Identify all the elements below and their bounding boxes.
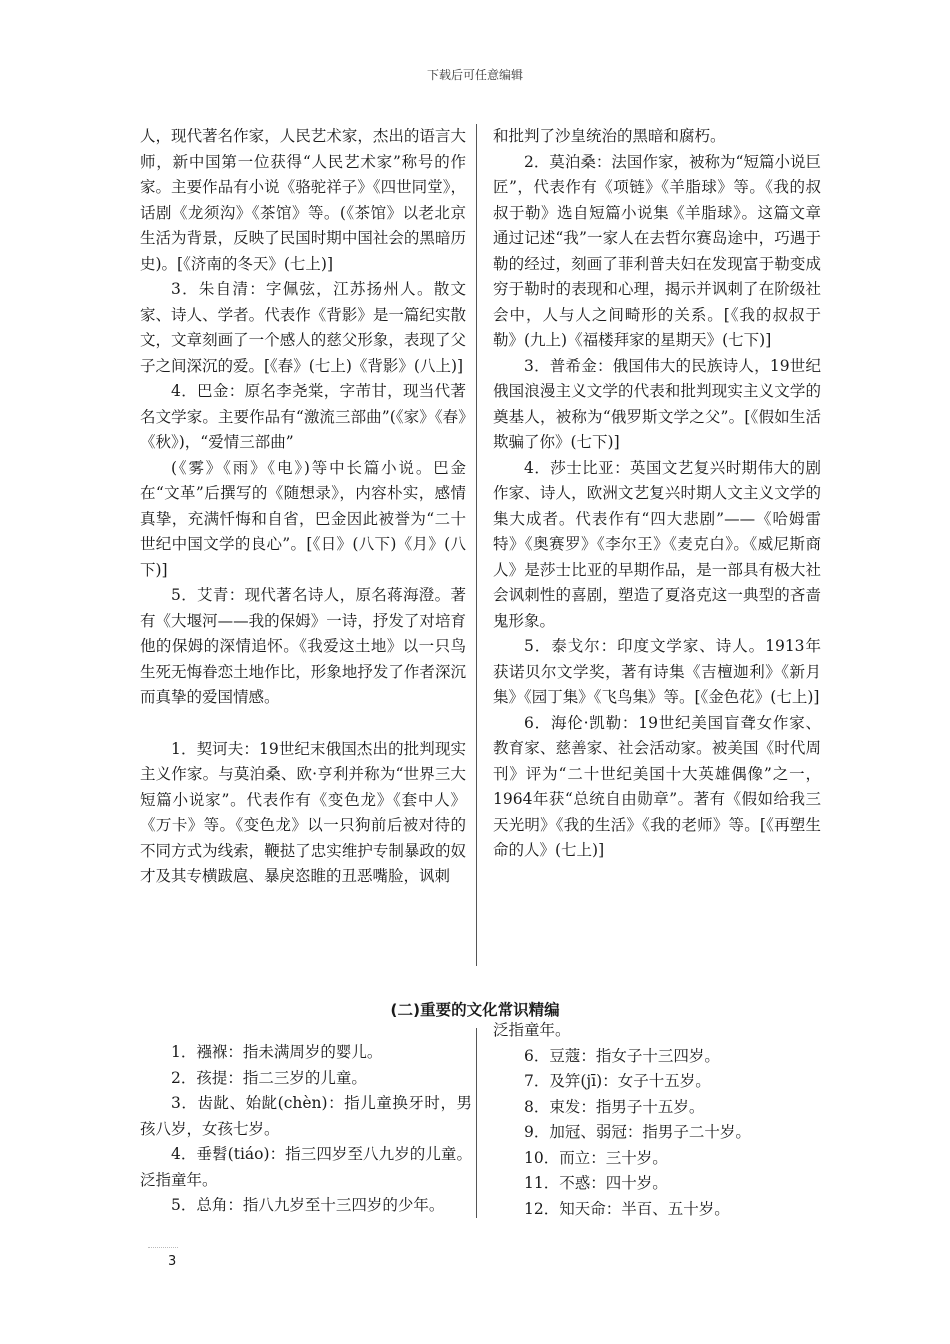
paragraph-helen-keller: 6．海伦·凯勒：19世纪美国盲聋女作家、教育家、慈善家、社会活动家。被美国《时代周刊》评为“二十世纪美国十大英雄偶像”之一， 1964年获“总统自由勋章”。著有《假如给我三天光明》《我的生活》《我的老师》等。[《再塑生命的人》(七上)] xyxy=(493,713,821,859)
list-item: 5．总角：指八九岁至十三四岁的少年。 xyxy=(171,1196,445,1214)
left-column xyxy=(140,124,466,890)
column-divider-lower xyxy=(476,1028,477,1218)
list-item: 7．及笄(jī)：女子十五岁。 xyxy=(524,1072,711,1090)
list-item: 2．孩提：指二三岁的儿童。 xyxy=(171,1068,367,1087)
list-item: 1．襁褓：指未满周岁的婴儿。 xyxy=(171,1043,383,1061)
page-header: 下载后可任意编辑 xyxy=(426,68,523,82)
paragraph-tagore: 5．泰戈尔：印度文学家、诗人。1913年获诺贝尔文学奖，著有诗集《吉檀迦利》《新月集》《园丁集》《飞鸟集》等。[《金色花》(七上)] xyxy=(493,637,821,706)
list-item: 10．而立：三十岁。 xyxy=(524,1148,668,1167)
list-item: 泛指童年。 xyxy=(493,1021,571,1039)
list-item: 9．加冠、弱冠：指男子二十岁。 xyxy=(524,1123,751,1141)
paragraph-zhuziqing: 3．朱自清：字佩弦，江苏扬州人。散文家、诗人、学者。代表作《背影》是一篇纪实散文，文章刻画了一个感人的慈父形象，表现了父子之间深沉的爱。[《春》(七上)《背影》(八上)] xyxy=(140,280,466,375)
paragraph-pushkin: 3．普希金：俄国伟大的民族诗人，19世纪俄国浪漫主义文学的代表和批判现实主义文学的奠基人，被称为“俄罗斯文学之父”。[《假如生活欺骗了你》(七下)] xyxy=(493,356,821,451)
paragraph-bajin: 4．巴金：原名李尧棠，字芾甘，现当代著名文学家。主要作品有“激流三部曲”(《家》《春》《秋》)，“爱情三部曲” xyxy=(140,382,466,451)
paragraph-shakespeare: 4．莎士比亚：英国文艺复兴时期伟大的剧作家、诗人，欧洲文艺复兴时期人文主义文学的集大成者。代表作有“四大悲剧”——《哈姆雷特》《奥赛罗》《李尔王》《麦克白》。《威尼斯商人》是莎士比亚的早期作品，是一部具有极大社会讽刺性的喜剧，塑造了夏洛克这一典型的吝啬鬼形象。 xyxy=(493,458,821,630)
list-item: 4．垂髫(tiáo)：指三四岁至八九岁的儿童。泛指童年。 xyxy=(140,1145,472,1189)
culture-left-column xyxy=(140,1040,472,1219)
paragraph-chekhov-cont: 和批判了沙皇统治的黑暗和腐朽。 xyxy=(493,127,726,145)
list-item: 6．豆蔻：指女子十三四岁。 xyxy=(524,1046,720,1065)
page-number: 3 xyxy=(168,1254,177,1269)
column-divider xyxy=(476,124,477,966)
paragraph-maupassant: 2．莫泊桑：法国作家，被称为“短篇小说巨匠”，代表作有《项链》《羊脂球》等。《我的叔叔于勒》选自短篇小说集《羊脂球》。这篇文章通过记述“我”一家人在去哲尔赛岛途中，巧遇于勒的经过，刻画了菲利普夫妇在发现富于勒变成穷于勒时的表现和心理，揭示并讽刺了在阶级社会中，人与人之间畸形的关系。[《我的叔叔于勒》(九上)《福楼拜家的星期天》(七下)] xyxy=(493,152,821,349)
list-item: 12．知天命：半百、五十岁。 xyxy=(524,1199,730,1218)
list-item: 8．束发：指男子十五岁。 xyxy=(524,1097,705,1116)
paragraph-bajin-cont: (《雾》《雨》《电》)等中长篇小说。巴金在“文革”后撰写的《随想录》，内容朴实，感情真挚，充满忏悔和自省，巴金因此被誉为“二十世纪中国文学的良心”。[《日》(八下)《月》(八下)] xyxy=(140,458,466,579)
paragraph-chekhov: 1．契诃夫：19世纪末俄国杰出的批判现实主义作家。与莫泊桑、欧·亨利并称为“世界三大短篇小说家”。代表作有《变色龙》《套中人》《万卡》等。《变色龙》以一只狗前后被对待的不同方式为线索，鞭挞了忠实维护专制暴政的奴才及其专横跋扈、暴戾恣睢的丑恶嘴脸，讽刺 xyxy=(140,739,466,885)
list-item: 3．齿龀、始龀(chèn)：指儿童换牙时，男孩八岁，女孩七岁。 xyxy=(140,1094,472,1138)
section-title: (二)重要的文化常识精编 xyxy=(390,1001,560,1019)
right-column xyxy=(493,124,821,864)
culture-right-column xyxy=(493,1018,821,1222)
footer-mark xyxy=(148,1247,178,1248)
paragraph-laoshe-cont: 人，现代著名作家，人民艺术家，杰出的语言大师，新中国第一位获得“人民艺术家”称号的作家。主要作品有小说《骆驼祥子》《四世同堂》，话剧《龙须沟》《茶馆》等。(《茶馆》以老北京生活为背景，反映了民国时期中国社会的黑暗历史)。[《济南的冬天》(七上)] xyxy=(140,127,466,273)
paragraph-aiqing: 5．艾青：现代著名诗人，原名蒋海澄。著有《大堰河——我的保姆》一诗，抒发了对培育他的保姆的深情追怀。《我爱这土地》以一只鸟生死无悔眷恋土地作比，形象地抒发了作者深沉而真挚的爱国情感。 xyxy=(140,586,466,706)
list-item: 11．不惑：四十岁。 xyxy=(524,1174,668,1192)
